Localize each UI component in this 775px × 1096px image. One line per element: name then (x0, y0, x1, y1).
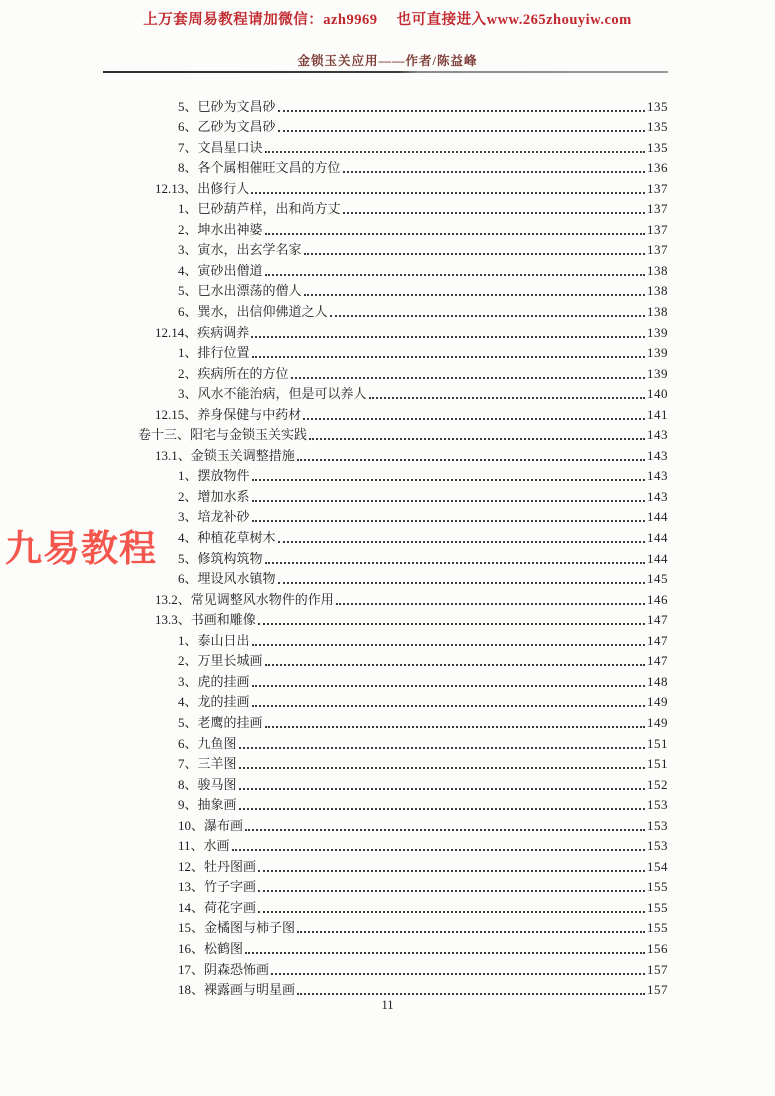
toc-entry-page: 135 (647, 119, 668, 135)
toc-entry-label: 5、老鹰的挂画 (178, 714, 263, 730)
toc-entry-label: 13.1、金锁玉关调整措施 (155, 447, 295, 463)
toc-entry-page: 143 (647, 427, 668, 443)
toc-list (138, 95, 668, 999)
toc-entry-label: 7、文昌星口诀 (178, 139, 263, 155)
toc-entry-label: 13.2、常见调整风水物件的作用 (155, 591, 334, 607)
toc-entry-page: 139 (647, 345, 668, 361)
toc-entry-label: 12.14、疾病调养 (155, 324, 250, 340)
toc-entry-label: 2、坤水出神婆 (178, 221, 263, 237)
toc-entry (138, 198, 668, 219)
toc-entry (138, 773, 668, 794)
toc-entry (138, 609, 668, 630)
toc-entry (138, 732, 668, 753)
toc-entry-page: 144 (647, 550, 668, 566)
toc-entry-label: 4、龙的挂画 (178, 694, 250, 710)
toc-entry (138, 403, 668, 424)
toc-leader-dots (252, 479, 645, 481)
toc-entry-label: 14、荷花字画 (178, 899, 257, 915)
toc-entry-page: 151 (647, 735, 668, 751)
toc-leader-dots (278, 541, 645, 543)
toc-entry-label: 2、增加水系 (178, 488, 250, 504)
toc-entry-page: 153 (647, 838, 668, 854)
toc-leader-dots (251, 192, 645, 194)
toc-leader-dots (336, 603, 645, 605)
toc-entry-label: 2、万里长城画 (178, 653, 263, 669)
toc-entry (138, 568, 668, 589)
toc-leader-dots (303, 418, 645, 420)
toc-leader-dots (278, 582, 645, 584)
toc-entry (138, 526, 668, 547)
toc-entry-label: 1、摆放物件 (178, 468, 250, 484)
toc-leader-dots (343, 171, 645, 173)
toc-leader-dots (252, 500, 645, 502)
toc-entry (138, 280, 668, 301)
toc-entry-page: 157 (647, 982, 668, 998)
toc-entry (138, 937, 668, 958)
toc-leader-dots (251, 336, 645, 338)
toc-leader-dots (265, 726, 645, 728)
toc-entry-label: 18、裸露画与明星画 (178, 982, 296, 998)
toc-entry-page: 137 (647, 221, 668, 237)
toc-entry-label: 3、虎的挂画 (178, 673, 250, 689)
toc-entry-label: 4、寅砂出僧道 (178, 262, 263, 278)
toc-entry-label: 11、水画 (178, 838, 230, 854)
toc-entry-label: 8、各个属相催旺文昌的方位 (178, 160, 341, 176)
toc-entry-label: 16、松鹤图 (178, 940, 244, 956)
toc-entry-page: 157 (647, 961, 668, 977)
toc-entry (138, 342, 668, 363)
toc-entry (138, 321, 668, 342)
toc-entry-page: 135 (647, 139, 668, 155)
toc-leader-dots (304, 294, 645, 296)
toc-entry-page: 155 (647, 920, 668, 936)
toc-entry-page: 153 (647, 817, 668, 833)
toc-entry-page: 155 (647, 879, 668, 895)
toc-entry-label: 6、九鱼图 (178, 735, 237, 751)
toc-entry (138, 444, 668, 465)
toc-entry-page: 156 (647, 940, 668, 956)
toc-entry-page: 155 (647, 899, 668, 915)
toc-entry-page: 147 (647, 632, 668, 648)
toc-leader-dots (309, 438, 645, 440)
toc-entry (138, 95, 668, 116)
toc-entry (138, 485, 668, 506)
toc-entry (138, 629, 668, 650)
toc-entry-label: 13.3、书画和雕像 (155, 612, 256, 628)
toc-entry-page: 139 (647, 365, 668, 381)
toc-entry (138, 670, 668, 691)
toc-entry (138, 876, 668, 897)
toc-entry (138, 711, 668, 732)
toc-entry-label: 8、骏马图 (178, 776, 237, 792)
running-head-title: 金锁玉关应用——作者/陈益峰 (297, 54, 478, 68)
toc-entry-page: 145 (647, 571, 668, 587)
toc-entry (138, 794, 668, 815)
toc-entry-label: 4、种植花草树木 (178, 530, 276, 546)
toc-leader-dots (297, 993, 645, 995)
toc-entry-label: 17、阴森恐怖画 (178, 961, 270, 977)
toc-entry-label: 7、三羊图 (178, 756, 237, 772)
toc-entry-page: 137 (647, 201, 668, 217)
toc-entry-page: 152 (647, 776, 668, 792)
toc-entry-page: 137 (647, 180, 668, 196)
toc-entry-page: 154 (647, 858, 668, 874)
toc-entry-label: 1、排行位置 (178, 345, 250, 361)
toc-entry (138, 362, 668, 383)
toc-entry (138, 177, 668, 198)
toc-entry (138, 917, 668, 938)
toc-leader-dots (239, 788, 645, 790)
toc-entry-label: 3、风水不能治病，但是可以养人 (178, 386, 367, 402)
toc-entry (138, 424, 668, 445)
toc-entry-page: 147 (647, 653, 668, 669)
toc-entry-page: 137 (647, 242, 668, 258)
toc-entry (138, 157, 668, 178)
toc-entry (138, 753, 668, 774)
toc-leader-dots (265, 274, 645, 276)
toc-leader-dots (258, 870, 645, 872)
toc-entry-label: 2、疾病所在的方位 (178, 365, 289, 381)
toc-entry (138, 136, 668, 157)
toc-leader-dots (252, 705, 645, 707)
toc-entry-page: 147 (647, 612, 668, 628)
toc-entry-page: 135 (647, 98, 668, 114)
promo-header-text: 上万套周易教程请加微信：azh9969 也可直接进入www.265zhouyiw.com (143, 12, 632, 28)
toc-entry (138, 300, 668, 321)
toc-entry-page: 143 (647, 468, 668, 484)
toc-leader-dots (330, 315, 645, 317)
toc-entry-page: 141 (647, 406, 668, 422)
toc-entry (138, 855, 668, 876)
toc-leader-dots (278, 110, 645, 112)
header-divider-rule (103, 71, 668, 73)
toc-entry-page: 143 (647, 488, 668, 504)
toc-entry-label: 10、瀑布画 (178, 817, 244, 833)
toc-entry (138, 116, 668, 137)
toc-leader-dots (265, 562, 645, 564)
toc-entry (138, 239, 668, 260)
toc-leader-dots (265, 664, 645, 666)
toc-leader-dots (258, 623, 645, 625)
toc-entry-label: 12.15、养身保健与中药材 (155, 406, 302, 422)
toc-entry (138, 506, 668, 527)
toc-entry-label: 5、巳砂为文昌砂 (178, 98, 276, 114)
toc-entry-page: 136 (647, 160, 668, 176)
toc-entry (138, 814, 668, 835)
toc-entry-page: 139 (647, 324, 668, 340)
toc-entry-label: 5、修筑构筑物 (178, 550, 263, 566)
toc-leader-dots (239, 767, 645, 769)
toc-entry (138, 547, 668, 568)
toc-entry-page: 149 (647, 714, 668, 730)
toc-entry-label: 1、泰山日出 (178, 632, 250, 648)
toc-leader-dots (258, 890, 645, 892)
toc-leader-dots (252, 685, 645, 687)
toc-leader-dots (252, 356, 645, 358)
toc-entry (138, 691, 668, 712)
toc-entry-label: 13、竹子字画 (178, 879, 257, 895)
toc-entry (138, 259, 668, 280)
toc-leader-dots (369, 397, 645, 399)
toc-entry (138, 588, 668, 609)
toc-entry (138, 835, 668, 856)
toc-entry-page: 144 (647, 509, 668, 525)
toc-entry-label: 6、巽水，出信仰佛道之人 (178, 304, 328, 320)
toc-leader-dots (239, 747, 645, 749)
toc-entry-page: 143 (647, 447, 668, 463)
toc-entry (138, 383, 668, 404)
toc-entry (138, 896, 668, 917)
toc-entry (138, 979, 668, 1000)
toc-leader-dots (252, 520, 645, 522)
toc-leader-dots (271, 973, 645, 975)
toc-leader-dots (265, 151, 645, 153)
toc-leader-dots (245, 829, 645, 831)
toc-entry-label: 15、金橘图与柿子图 (178, 920, 296, 936)
toc-entry-label: 5、巳水出漂荡的僧人 (178, 283, 302, 299)
toc-entry-label: 卷十三、阳宅与金锁玉关实践 (138, 427, 308, 443)
toc-entry-page: 140 (647, 386, 668, 402)
toc-leader-dots (265, 233, 645, 235)
toc-entry-label: 12、牡丹图画 (178, 858, 257, 874)
toc-leader-dots (239, 808, 645, 810)
toc-entry (138, 650, 668, 671)
toc-entry-label: 3、培龙补砂 (178, 509, 250, 525)
toc-entry-page: 148 (647, 673, 668, 689)
toc-leader-dots (291, 377, 645, 379)
toc-entry-label: 9、抽象画 (178, 797, 237, 813)
toc-leader-dots (343, 212, 645, 214)
watermark-text: 九易教程 (5, 527, 157, 570)
toc-entry (138, 218, 668, 239)
toc-entry-page: 138 (647, 283, 668, 299)
toc-leader-dots (297, 459, 645, 461)
toc-entry-label: 6、乙砂为文昌砂 (178, 119, 276, 135)
toc-entry (138, 958, 668, 979)
toc-leader-dots (258, 911, 645, 913)
toc-entry-page: 138 (647, 262, 668, 278)
toc-entry (138, 465, 668, 486)
toc-leader-dots (252, 644, 645, 646)
toc-entry-label: 3、寅水，出玄学名家 (178, 242, 302, 258)
page-number: 11 (381, 998, 394, 1012)
toc-leader-dots (297, 931, 645, 933)
toc-leader-dots (232, 849, 645, 851)
toc-entry-label: 1、巳砂葫芦样，出和尚方丈 (178, 201, 341, 217)
toc-entry-page: 138 (647, 304, 668, 320)
toc-leader-dots (304, 253, 645, 255)
toc-leader-dots (245, 952, 645, 954)
toc-entry-page: 144 (647, 530, 668, 546)
toc-entry-page: 151 (647, 756, 668, 772)
toc-leader-dots (278, 130, 645, 132)
toc-entry-page: 153 (647, 797, 668, 813)
toc-entry-page: 149 (647, 694, 668, 710)
toc-entry-page: 146 (647, 591, 668, 607)
toc-entry-label: 12.13、出修行人 (155, 180, 250, 196)
toc-entry-label: 6、埋设风水镇物 (178, 571, 276, 587)
